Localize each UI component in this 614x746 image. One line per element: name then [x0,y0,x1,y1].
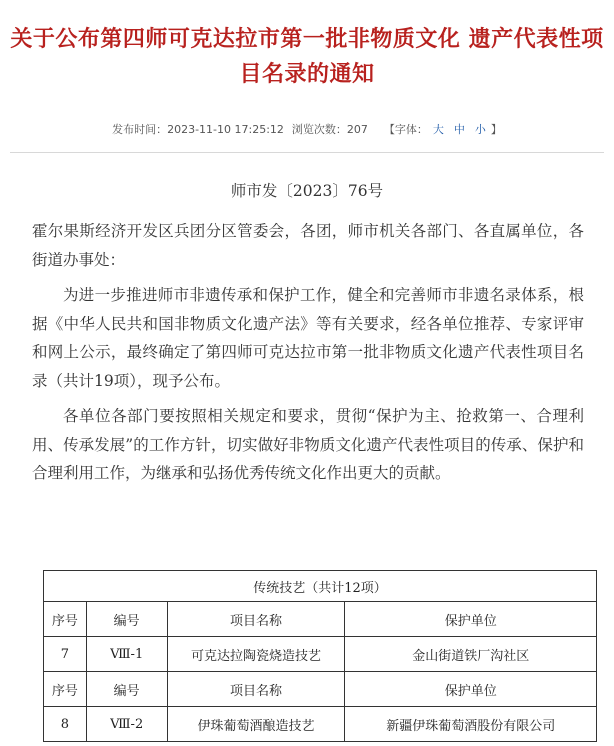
header-cell-code: 编号 [86,672,167,707]
views-label: 浏览次数： [291,123,347,136]
table-caption: 传统技艺（共计12项） [44,571,597,602]
cell-name: 伊珠葡萄酒酿造技艺 [167,707,345,742]
cell-unit: 金山街道铁厂沟社区 [345,637,597,672]
heritage-table [43,570,597,742]
font-size-medium-link[interactable]: 中 [453,123,465,136]
cell-seq: 8 [44,707,87,742]
font-size-large-link[interactable]: 大 [432,123,444,136]
cell-code: Ⅷ-1 [86,637,167,672]
table-header-row [44,672,597,707]
header-cell-unit: 保护单位 [345,672,597,707]
table-row [44,707,597,742]
table-row [44,637,597,672]
article-title: 关于公布第四师可克达拉市第一批非物质文化 遗产代表性项目名录的通知 [10,27,604,87]
font-size-close-bracket: 】 [490,123,502,136]
cell-unit: 新疆伊珠葡萄酒股份有限公司 [345,707,597,742]
cell-name: 可克达拉陶瓷烧造技艺 [167,637,345,672]
views-count: 207 [346,123,368,136]
body-paragraph: 为进一步推进师市非遗传承和保护工作，健全和完善师市非遗名录体系，根据《中华人民共和国非物质文化遗产法》等有关要求，经各单位推荐、专家评审和网上公示，最终确定了第四师可克达拉市第一批非物质文化遗产代表性项目名录（共计19项），现予公布。 [32,286,584,390]
article-body [32,217,584,495]
cell-code: Ⅷ-2 [86,707,167,742]
table-header-row [44,602,597,637]
cell-seq: 7 [44,637,87,672]
header-cell-code: 编号 [86,602,167,637]
font-size-small-link[interactable]: 小 [474,123,486,136]
header-cell-name: 项目名称 [167,602,345,637]
document-number: 师市发〔2023〕76号 [230,182,384,200]
publish-time-label: 发布时间： [112,123,168,136]
font-size-label: 【字体： [383,123,428,136]
header-cell-seq: 序号 [44,672,87,707]
header-cell-unit: 保护单位 [345,602,597,637]
header-cell-name: 项目名称 [167,672,345,707]
salutation-paragraph: 霍尔果斯经济开发区兵团分区管委会，各团，师市机关各部门、各直属单位，各街道办事处： [32,222,584,269]
publish-time: 2023-11-10 17:25:12 [167,123,284,136]
header-cell-seq: 序号 [44,602,87,637]
article-meta [0,121,614,137]
header-divider [10,152,604,153]
body-paragraph: 各单位各部门要按照相关规定和要求，贯彻“保护为主、抢救第一、合理利用、传承发展”的工作方针，切实做好非物质文化遗产代表性项目的传承、保护和合理利用工作，为继承和弘扬优秀传统文化作出更大的贡献。 [32,407,584,482]
